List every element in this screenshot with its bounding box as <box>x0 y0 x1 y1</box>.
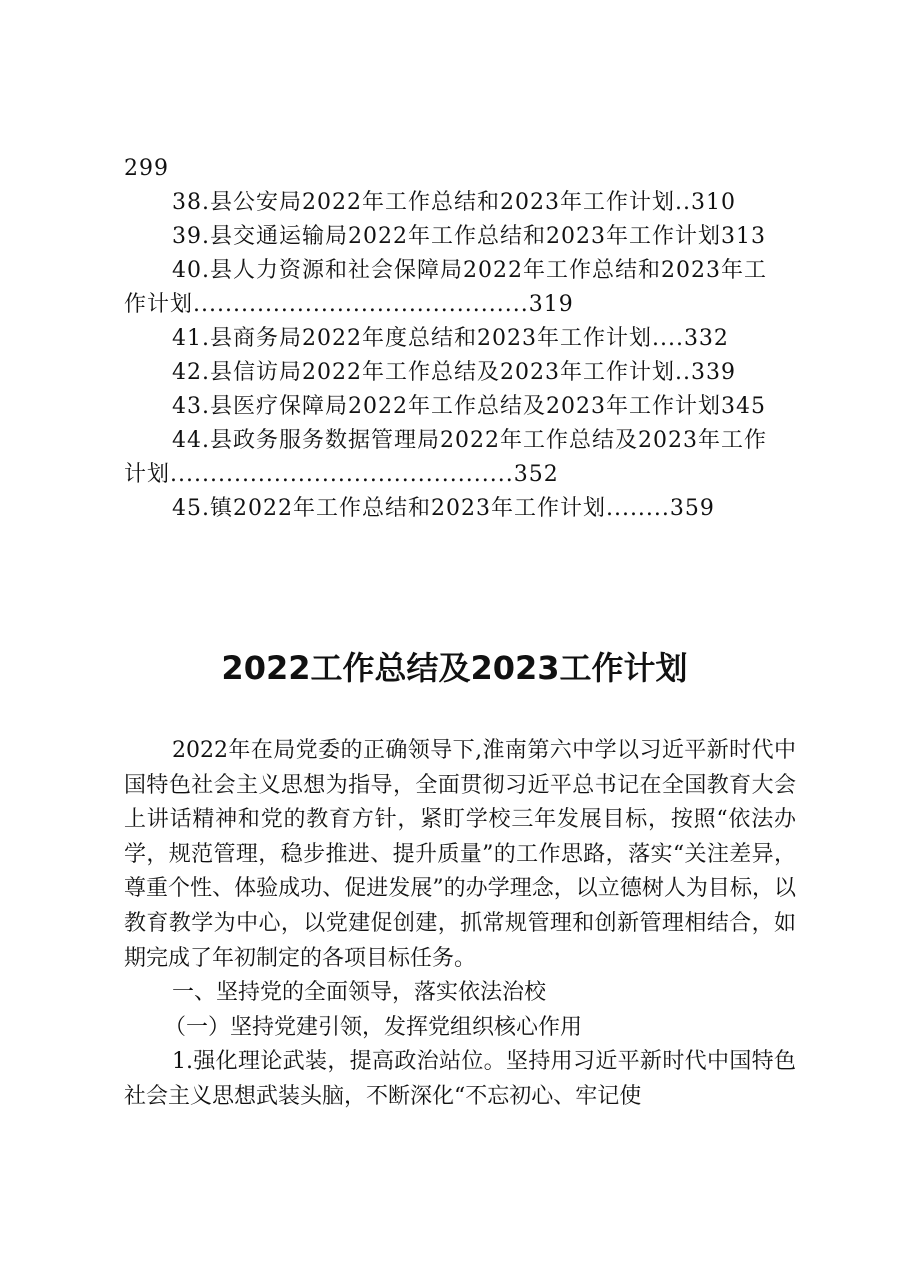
toc-line: 39.县交通运输局2022年工作总结和2023年工作计划313 <box>172 224 766 249</box>
toc-line: 41.县商务局2022年度总结和2023年工作计划....332 <box>172 326 729 351</box>
toc-line: 42.县信访局2022年工作总结及2023年工作计划..339 <box>172 360 736 385</box>
body-paragraph: 1.强化理论武装，提高政治站位。坚持用习近平新时代中国特色社会主义思想武装头脑，不断深化“不忘初心、牢记使 <box>124 1049 796 1109</box>
toc-line: 299 <box>124 156 169 181</box>
toc-line: 计划...........................................352 <box>124 462 559 487</box>
toc-line: 43.县医疗保障局2022年工作总结及2023年工作计划345 <box>172 394 766 419</box>
toc-line: 作计划..........................................319 <box>124 292 574 317</box>
table-of-contents <box>124 152 804 526</box>
toc-line: 44.县政务服务数据管理局2022年工作总结及2023年工作 <box>172 428 767 453</box>
document-body <box>124 734 796 1115</box>
toc-line: 45.镇2022年工作总结和2023年工作计划........359 <box>172 496 715 521</box>
document-title: 2022工作总结及2023工作计划 <box>221 649 688 687</box>
toc-line: 40.县人力资源和社会保障局2022年工作总结和2023年工 <box>172 258 767 283</box>
toc-line: 38.县公安局2022年工作总结和2023年工作计划..310 <box>172 190 736 215</box>
subsection-heading: （一）坚持党建引领，发挥党组织核心作用 <box>164 1014 583 1040</box>
section-heading: 一、坚持党的全面领导，落实依法治校 <box>172 980 547 1006</box>
intro-paragraph: 2022年在局党委的正确领导下,淮南第六中学以习近平新时代中国特色社会主义思想为指导，全面贯彻习近平总书记在全国教育大会上讲话精神和党的教育方针，紧盯学校三年发展目标，按照“依法办学，规范管理，稳步推进、提升质量”的工作思路，落实“关注差异，尊重个性、体验成功、促进发展”的办学理念，以立德树人为目标，以教育教学为中心，以党建促创建，抓常规管理和创新管理相结合，如期完成了年初制定的各项目标任务。 <box>124 738 796 971</box>
